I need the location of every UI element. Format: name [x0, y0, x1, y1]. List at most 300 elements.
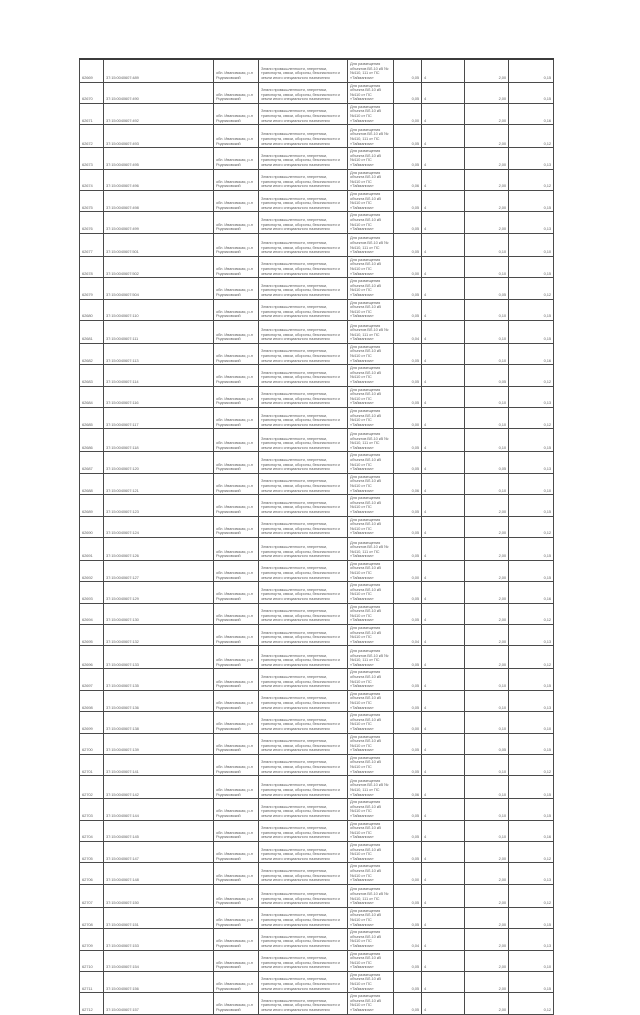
location-cell: обл. Ивановская, р-н Родниковский	[214, 603, 259, 624]
value2-cell: 0,12	[509, 603, 554, 624]
cadastral-number-cell: 37:15:0040607:495	[104, 148, 214, 169]
location-cell: обл. Ивановская, р-н Родниковский	[214, 820, 259, 841]
table-row	[80, 646, 554, 669]
value2-cell: 0,13	[509, 148, 554, 169]
cadastral-number-cell: 37:15:0040607:499	[104, 212, 214, 233]
location-cell: обл. Ивановская, р-н Родниковский	[214, 278, 259, 299]
value1-cell: 0,10	[465, 776, 509, 799]
code-cell: 4	[422, 907, 465, 928]
value2-cell: 0,15	[509, 320, 554, 343]
row-number-cell: 62692	[80, 560, 104, 581]
location-cell: обл. Ивановская, р-н Родниковский	[214, 233, 259, 256]
value2-cell: 0,15	[509, 495, 554, 516]
cadastral-number-cell: 37:15:0040607:150	[104, 884, 214, 907]
cadastral-number-cell: 37:15:0040607:110	[104, 299, 214, 320]
area-cell: 0,00	[394, 712, 422, 733]
permitted-use-cell: Для размещения объекта ВЛ-10 кВ №110 от ПС «Тайманиха»	[348, 993, 394, 1014]
land-category-cell: Земли промышленности, энергетики, транспорта, связи, обороны, безопасности и земли иного специального назначения	[259, 452, 348, 473]
cadastral-number-cell: 37:15:0040607:129	[104, 582, 214, 603]
permitted-use-cell: Для размещения объекта ВЛ-10 кВ №110 от ПС «Тайманиха»	[348, 169, 394, 190]
cadastral-number-cell: 37:15:0040607:144	[104, 799, 214, 820]
table-row	[80, 365, 554, 386]
permitted-use-cell: Для размещения объекта ВЛ-10 кВ №110 от ПС «Тайманиха»	[348, 82, 394, 103]
location-cell: обл. Ивановская, р-н Родниковский	[214, 408, 259, 429]
area-cell: 0,05	[394, 233, 422, 256]
value1-cell: 0,10	[465, 343, 509, 364]
code-cell: 4	[422, 884, 465, 907]
land-category-cell: Земли промышленности, энергетики, транспорта, связи, обороны, безопасности и земли иного специального назначения	[259, 776, 348, 799]
code-cell: 4	[422, 754, 465, 775]
row-number-cell: 62684	[80, 386, 104, 407]
value2-cell: 0,12	[509, 516, 554, 537]
location-cell: обл. Ивановская, р-н Родниковский	[214, 125, 259, 148]
table-row	[80, 473, 554, 494]
value2-cell: 0,15	[509, 299, 554, 320]
location-cell: обл. Ивановская, р-н Родниковский	[214, 212, 259, 233]
value2-cell: 0,13	[509, 625, 554, 646]
code-cell: 4	[422, 669, 465, 690]
table-row	[80, 343, 554, 364]
permitted-use-cell: Для размещения объекта ВЛ-10 кВ №110 от ПС «Тайманиха»	[348, 820, 394, 841]
value1-cell: 0,05	[465, 365, 509, 386]
permitted-use-cell: Для размещения объекта ВЛ-10 кВ №110 от ПС «Тайманиха»	[348, 191, 394, 212]
land-category-cell: Земли промышленности, энергетики, транспорта, связи, обороны, безопасности и земли иного специального назначения	[259, 603, 348, 624]
value2-cell: 0,13	[509, 863, 554, 884]
value2-cell: 0,13	[509, 929, 554, 950]
table-row	[80, 495, 554, 516]
location-cell: обл. Ивановская, р-н Родниковский	[214, 884, 259, 907]
row-number-cell: 62676	[80, 212, 104, 233]
area-cell: 0,05	[394, 733, 422, 754]
table-row	[80, 212, 554, 233]
value1-cell: 0,05	[465, 733, 509, 754]
value2-cell: 0,15	[509, 429, 554, 452]
row-number-cell: 62699	[80, 712, 104, 733]
value2-cell: 0,13	[509, 690, 554, 711]
cadastral-number-cell: 37:15:0040607:492	[104, 103, 214, 124]
cadastral-number-cell: 37:15:0040607:123	[104, 495, 214, 516]
table-row	[80, 59, 554, 82]
value2-cell: 0,16	[509, 343, 554, 364]
value2-cell: 0,12	[509, 278, 554, 299]
row-number-cell: 62677	[80, 233, 104, 256]
code-cell: 4	[422, 148, 465, 169]
code-cell: 4	[422, 212, 465, 233]
row-number-cell: 62674	[80, 169, 104, 190]
permitted-use-cell: Для размещения объектов ВЛ-10 кВ №№110, 111 от ПС «Тайманиха»	[348, 646, 394, 669]
location-cell: обл. Ивановская, р-н Родниковский	[214, 754, 259, 775]
cadastral-number-cell: 37:15:0040607:138	[104, 712, 214, 733]
land-category-cell: Земли промышленности, энергетики, транспорта, связи, обороны, безопасности и земли иного специального назначения	[259, 103, 348, 124]
table-row	[80, 733, 554, 754]
value1-cell: 2,00	[465, 971, 509, 992]
table-row	[80, 560, 554, 581]
land-category-cell: Земли промышленности, энергетики, транспорта, связи, обороны, безопасности и земли иного специального назначения	[259, 386, 348, 407]
value1-cell: 2,00	[465, 148, 509, 169]
value2-cell: 0,13	[509, 212, 554, 233]
table-row	[80, 125, 554, 148]
land-category-cell: Земли промышленности, энергетики, транспорта, связи, обороны, безопасности и земли иного специального назначения	[259, 169, 348, 190]
row-number-cell: 62701	[80, 754, 104, 775]
value1-cell: 2,00	[465, 212, 509, 233]
value2-cell: 0,15	[509, 776, 554, 799]
location-cell: обл. Ивановская, р-н Родниковский	[214, 429, 259, 452]
area-cell: 0,04	[394, 320, 422, 343]
permitted-use-cell: Для размещения объекта ВЛ-10 кВ №110 от ПС «Тайманиха»	[348, 299, 394, 320]
area-cell: 0,05	[394, 971, 422, 992]
table-row	[80, 799, 554, 820]
value2-cell: 0,15	[509, 59, 554, 82]
cadastral-number-cell: 37:15:0040607:153	[104, 929, 214, 950]
area-cell: 0,06	[394, 776, 422, 799]
permitted-use-cell: Для размещения объектов ВЛ-10 кВ №№110, 111 от ПС «Тайманиха»	[348, 884, 394, 907]
cadastral-number-cell: 37:15:0040607:493	[104, 125, 214, 148]
permitted-use-cell: Для размещения объектов ВЛ-10 кВ №№110, 111 от ПС «Тайманиха»	[348, 125, 394, 148]
permitted-use-cell: Для размещения объекта ВЛ-10 кВ №110 от ПС «Тайманиха»	[348, 256, 394, 277]
land-category-cell: Земли промышленности, энергетики, транспорта, связи, обороны, безопасности и земли иного специального назначения	[259, 754, 348, 775]
land-category-cell: Земли промышленности, энергетики, транспорта, связи, обороны, безопасности и земли иного специального назначения	[259, 820, 348, 841]
land-category-cell: Земли промышленности, энергетики, транспорта, связи, обороны, безопасности и земли иного специального назначения	[259, 863, 348, 884]
value1-cell: 2,00	[465, 191, 509, 212]
permitted-use-cell: Для размещения объекта ВЛ-10 кВ №110 от ПС «Тайманиха»	[348, 103, 394, 124]
permitted-use-cell: Для размещения объекта ВЛ-10 кВ №110 от ПС «Тайманиха»	[348, 473, 394, 494]
code-cell: 4	[422, 560, 465, 581]
row-number-cell: 62672	[80, 125, 104, 148]
cadastral-number-cell: 37:15:0040607:126	[104, 537, 214, 560]
area-cell: 0,04	[394, 929, 422, 950]
row-number-cell: 62685	[80, 408, 104, 429]
location-cell: обл. Ивановская, р-н Родниковский	[214, 59, 259, 82]
cadastral-number-cell: 37:15:0040607:148	[104, 863, 214, 884]
area-cell: 0,05	[394, 343, 422, 364]
table-row	[80, 690, 554, 711]
location-cell: обл. Ивановская, р-н Родниковский	[214, 863, 259, 884]
code-cell: 4	[422, 799, 465, 820]
value1-cell: 2,00	[465, 516, 509, 537]
area-cell: 0,05	[394, 799, 422, 820]
row-number-cell: 62681	[80, 320, 104, 343]
code-cell: 4	[422, 429, 465, 452]
value2-cell: 0,12	[509, 646, 554, 669]
value1-cell: 0,10	[465, 320, 509, 343]
row-number-cell: 62704	[80, 820, 104, 841]
value1-cell: 2,00	[465, 884, 509, 907]
area-cell: 0,05	[394, 495, 422, 516]
value2-cell: 0,15	[509, 82, 554, 103]
table-row	[80, 603, 554, 624]
row-number-cell: 62707	[80, 884, 104, 907]
permitted-use-cell: Для размещения объекта ВЛ-10 кВ №110 от ПС «Тайманиха»	[348, 625, 394, 646]
value1-cell: 0,10	[465, 233, 509, 256]
table-row	[80, 278, 554, 299]
permitted-use-cell: Для размещения объекта ВЛ-10 кВ №110 от ПС «Тайманиха»	[348, 516, 394, 537]
cadastral-number-cell: 37:15:0040607:139	[104, 733, 214, 754]
cadastral-number-cell: 37:15:0040607:116	[104, 386, 214, 407]
table-row	[80, 386, 554, 407]
land-category-cell: Земли промышленности, энергетики, транспорта, связи, обороны, безопасности и земли иного специального назначения	[259, 125, 348, 148]
land-category-cell: Земли промышленности, энергетики, транспорта, связи, обороны, безопасности и земли иного специального назначения	[259, 799, 348, 820]
area-cell: 0,00	[394, 103, 422, 124]
permitted-use-cell: Для размещения объектов ВЛ-10 кВ №№110, 111 от ПС «Тайманиха»	[348, 776, 394, 799]
value1-cell: 0,10	[465, 473, 509, 494]
area-cell: 0,05	[394, 582, 422, 603]
table-row	[80, 884, 554, 907]
row-number-cell: 62689	[80, 495, 104, 516]
area-cell: 0,06	[394, 169, 422, 190]
code-cell: 4	[422, 320, 465, 343]
table-row	[80, 256, 554, 277]
value2-cell: 0,15	[509, 907, 554, 928]
area-cell: 0,00	[394, 863, 422, 884]
cadastral-number-cell: 37:15:0040607:135	[104, 669, 214, 690]
code-cell: 4	[422, 733, 465, 754]
table-row	[80, 907, 554, 928]
location-cell: обл. Ивановская, р-н Родниковский	[214, 256, 259, 277]
row-number-cell: 62686	[80, 429, 104, 452]
row-number-cell: 62675	[80, 191, 104, 212]
permitted-use-cell: Для размещения объекта ВЛ-10 кВ №110 от ПС «Тайманиха»	[348, 669, 394, 690]
value2-cell: 0,10	[509, 950, 554, 971]
area-cell: 0,05	[394, 212, 422, 233]
row-number-cell: 62706	[80, 863, 104, 884]
value1-cell: 0,10	[465, 754, 509, 775]
land-category-cell: Земли промышленности, энергетики, транспорта, связи, обороны, безопасности и земли иного специального назначения	[259, 320, 348, 343]
value1-cell: 0,10	[465, 386, 509, 407]
code-cell: 4	[422, 256, 465, 277]
area-cell: 0,05	[394, 148, 422, 169]
value2-cell: 0,10	[509, 233, 554, 256]
location-cell: обл. Ивановская, р-н Родниковский	[214, 907, 259, 928]
value2-cell: 0,15	[509, 537, 554, 560]
value2-cell: 0,15	[509, 560, 554, 581]
area-cell: 0,00	[394, 408, 422, 429]
table-row	[80, 950, 554, 971]
area-cell: 0,05	[394, 842, 422, 863]
table-row	[80, 452, 554, 473]
permitted-use-cell: Для размещения объекта ВЛ-10 кВ №110 от ПС «Тайманиха»	[348, 582, 394, 603]
row-number-cell: 62710	[80, 950, 104, 971]
area-cell: 0,05	[394, 386, 422, 407]
land-category-cell: Земли промышленности, энергетики, транспорта, связи, обороны, безопасности и земли иного специального назначения	[259, 907, 348, 928]
cadastral-number-cell: 37:15:0040607:133	[104, 646, 214, 669]
land-category-cell: Земли промышленности, энергетики, транспорта, связи, обороны, безопасности и земли иного специального назначения	[259, 537, 348, 560]
land-category-cell: Земли промышленности, энергетики, транспорта, связи, обороны, безопасности и земли иного специального назначения	[259, 233, 348, 256]
code-cell: 4	[422, 842, 465, 863]
row-number-cell: 62708	[80, 907, 104, 928]
table-row	[80, 103, 554, 124]
permitted-use-cell: Для размещения объекта ВЛ-10 кВ №110 от ПС «Тайманиха»	[348, 971, 394, 992]
row-number-cell: 62679	[80, 278, 104, 299]
value2-cell: 0,15	[509, 799, 554, 820]
location-cell: обл. Ивановская, р-н Родниковский	[214, 473, 259, 494]
land-category-cell: Земли промышленности, энергетики, транспорта, связи, обороны, безопасности и земли иного специального назначения	[259, 929, 348, 950]
permitted-use-cell: Для размещения объекта ВЛ-10 кВ №110 от ПС «Тайманиха»	[348, 733, 394, 754]
table-row	[80, 299, 554, 320]
code-cell: 4	[422, 603, 465, 624]
permitted-use-cell: Для размещения объекта ВЛ-10 кВ №110 от ПС «Тайманиха»	[348, 712, 394, 733]
location-cell: обл. Ивановская, р-н Родниковский	[214, 582, 259, 603]
table-row	[80, 169, 554, 190]
value1-cell: 2,00	[465, 125, 509, 148]
value2-cell: 0,15	[509, 256, 554, 277]
code-cell: 4	[422, 950, 465, 971]
row-number-cell: 62670	[80, 82, 104, 103]
permitted-use-cell: Для размещения объектов ВЛ-10 кВ №№110, 111 от ПС «Тайманиха»	[348, 429, 394, 452]
row-number-cell: 62680	[80, 299, 104, 320]
permitted-use-cell: Для размещения объекта ВЛ-10 кВ №110 от ПС «Тайманиха»	[348, 452, 394, 473]
cadastral-number-cell: 37:15:0040607:502	[104, 256, 214, 277]
cadastral-number-cell: 37:15:0040607:147	[104, 842, 214, 863]
permitted-use-cell: Для размещения объекта ВЛ-10 кВ №110 от ПС «Тайманиха»	[348, 386, 394, 407]
location-cell: обл. Ивановская, р-н Родниковский	[214, 299, 259, 320]
code-cell: 4	[422, 993, 465, 1014]
permitted-use-cell: Для размещения объекта ВЛ-10 кВ №110 от ПС «Тайманиха»	[348, 603, 394, 624]
cadastral-number-cell: 37:15:0040607:120	[104, 452, 214, 473]
value1-cell: 2,00	[465, 625, 509, 646]
area-cell: 0,05	[394, 950, 422, 971]
value1-cell: 2,00	[465, 603, 509, 624]
area-cell: 0,05	[394, 884, 422, 907]
permitted-use-cell: Для размещения объекта ВЛ-10 кВ №110 от ПС «Тайманиха»	[348, 408, 394, 429]
code-cell: 4	[422, 191, 465, 212]
row-number-cell: 62696	[80, 646, 104, 669]
value2-cell: 0,15	[509, 669, 554, 690]
table-row	[80, 625, 554, 646]
value2-cell: 0,12	[509, 754, 554, 775]
cadastral-number-cell: 37:15:0040607:130	[104, 603, 214, 624]
cadastral-number-cell: 37:15:0040607:136	[104, 690, 214, 711]
land-category-cell: Земли промышленности, энергетики, транспорта, связи, обороны, безопасности и земли иного специального назначения	[259, 646, 348, 669]
value2-cell: 0,12	[509, 408, 554, 429]
code-cell: 4	[422, 125, 465, 148]
cadastral-number-cell: 37:15:0040607:114	[104, 365, 214, 386]
table-row	[80, 776, 554, 799]
cadastral-number-cell: 37:15:0040607:501	[104, 233, 214, 256]
cadastral-number-cell: 37:15:0040607:132	[104, 625, 214, 646]
table-row	[80, 669, 554, 690]
table-row	[80, 842, 554, 863]
land-category-cell: Земли промышленности, энергетики, транспорта, связи, обороны, безопасности и земли иного специального назначения	[259, 191, 348, 212]
row-number-cell: 62669	[80, 59, 104, 82]
code-cell: 4	[422, 495, 465, 516]
value1-cell: 2,00	[465, 993, 509, 1014]
code-cell: 4	[422, 82, 465, 103]
location-cell: обл. Ивановская, р-н Родниковский	[214, 495, 259, 516]
permitted-use-cell: Для размещения объекта ВЛ-10 кВ №110 от ПС «Тайманиха»	[348, 343, 394, 364]
land-category-cell: Земли промышленности, энергетики, транспорта, связи, обороны, безопасности и земли иного специального назначения	[259, 343, 348, 364]
row-number-cell: 62700	[80, 733, 104, 754]
area-cell: 0,05	[394, 365, 422, 386]
row-number-cell: 62683	[80, 365, 104, 386]
permitted-use-cell: Для размещения объектов ВЛ-10 кВ №№110, 111 от ПС «Тайманиха»	[348, 537, 394, 560]
permitted-use-cell: Для размещения объектов ВЛ-10 кВ №№110, 111 от ПС «Тайманиха»	[348, 233, 394, 256]
land-category-cell: Земли промышленности, энергетики, транспорта, связи, обороны, безопасности и земли иного специального назначения	[259, 148, 348, 169]
row-number-cell: 62712	[80, 993, 104, 1014]
value2-cell: 0,15	[509, 191, 554, 212]
cadastral-number-cell: 37:15:0040607:142	[104, 776, 214, 799]
land-category-cell: Земли промышленности, энергетики, транспорта, связи, обороны, безопасности и земли иного специального назначения	[259, 733, 348, 754]
code-cell: 4	[422, 776, 465, 799]
permitted-use-cell: Для размещения объекта ВЛ-10 кВ №110 от ПС «Тайманиха»	[348, 950, 394, 971]
value1-cell: 0,05	[465, 452, 509, 473]
area-cell: 0,05	[394, 820, 422, 841]
row-number-cell: 62711	[80, 971, 104, 992]
land-category-cell: Земли промышленности, энергетики, транспорта, связи, обороны, безопасности и земли иного специального назначения	[259, 516, 348, 537]
code-cell: 4	[422, 712, 465, 733]
area-cell: 0,00	[394, 560, 422, 581]
cadastral-number-cell: 37:15:0040607:489	[104, 59, 214, 82]
table-row	[80, 929, 554, 950]
location-cell: обл. Ивановская, р-н Родниковский	[214, 365, 259, 386]
location-cell: обл. Ивановская, р-н Родниковский	[214, 690, 259, 711]
value1-cell: 2,00	[465, 169, 509, 190]
value1-cell: 0,10	[465, 690, 509, 711]
land-category-cell: Земли промышленности, энергетики, транспорта, связи, обороны, безопасности и земли иного специального назначения	[259, 582, 348, 603]
permitted-use-cell: Для размещения объектов ВЛ-10 кВ №№110, 111 от ПС «Тайманиха»	[348, 59, 394, 82]
permitted-use-cell: Для размещения объекта ВЛ-10 кВ №110 от ПС «Тайманиха»	[348, 560, 394, 581]
value1-cell: 2,00	[465, 907, 509, 928]
location-cell: обл. Ивановская, р-н Родниковский	[214, 103, 259, 124]
land-category-cell: Земли промышленности, энергетики, транспорта, связи, обороны, безопасности и земли иного специального назначения	[259, 950, 348, 971]
value1-cell: 2,00	[465, 59, 509, 82]
value1-cell: 0,10	[465, 712, 509, 733]
permitted-use-cell: Для размещения объекта ВЛ-10 кВ №110 от ПС «Тайманиха»	[348, 495, 394, 516]
land-category-cell: Земли промышленности, энергетики, транспорта, связи, обороны, безопасности и земли иного специального назначения	[259, 299, 348, 320]
location-cell: обл. Ивановская, р-н Родниковский	[214, 82, 259, 103]
land-category-cell: Земли промышленности, энергетики, транспорта, связи, обороны, безопасности и земли иного специального назначения	[259, 212, 348, 233]
row-number-cell: 62695	[80, 625, 104, 646]
location-cell: обл. Ивановская, р-н Родниковский	[214, 842, 259, 863]
cadastral-number-cell: 37:15:0040607:145	[104, 820, 214, 841]
value1-cell: 0,10	[465, 256, 509, 277]
location-cell: обл. Ивановская, р-н Родниковский	[214, 625, 259, 646]
table-row	[80, 582, 554, 603]
code-cell: 4	[422, 365, 465, 386]
cadastral-number-cell: 37:15:0040607:156	[104, 971, 214, 992]
cadastral-number-cell: 37:15:0040607:141	[104, 754, 214, 775]
area-cell: 0,04	[394, 625, 422, 646]
permitted-use-cell: Для размещения объектов ВЛ-10 кВ №№110, 111 от ПС «Тайманиха»	[348, 320, 394, 343]
value1-cell: 2,00	[465, 560, 509, 581]
location-cell: обл. Ивановская, р-н Родниковский	[214, 537, 259, 560]
land-parcels-table	[79, 58, 554, 1015]
location-cell: обл. Ивановская, р-н Родниковский	[214, 516, 259, 537]
area-cell: 0,06	[394, 473, 422, 494]
table-row	[80, 191, 554, 212]
value1-cell: 0,10	[465, 429, 509, 452]
permitted-use-cell: Для размещения объекта ВЛ-10 кВ №110 от ПС «Тайманиха»	[348, 690, 394, 711]
location-cell: обл. Ивановская, р-н Родниковский	[214, 148, 259, 169]
value2-cell: 0,12	[509, 884, 554, 907]
land-category-cell: Земли промышленности, энергетики, транспорта, связи, обороны, безопасности и земли иного специального назначения	[259, 408, 348, 429]
area-cell: 0,05	[394, 59, 422, 82]
row-number-cell: 62688	[80, 473, 104, 494]
land-category-cell: Земли промышленности, энергетики, транспорта, связи, обороны, безопасности и земли иного специального назначения	[259, 625, 348, 646]
value2-cell: 0,16	[509, 582, 554, 603]
land-category-cell: Земли промышленности, энергетики, транспорта, связи, обороны, безопасности и земли иного специального назначения	[259, 993, 348, 1014]
code-cell: 4	[422, 59, 465, 82]
value2-cell: 0,12	[509, 993, 554, 1014]
value2-cell: 0,16	[509, 820, 554, 841]
permitted-use-cell: Для размещения объекта ВЛ-10 кВ №110 от ПС «Тайманиха»	[348, 907, 394, 928]
code-cell: 4	[422, 452, 465, 473]
cadastral-number-cell: 37:15:0040607:151	[104, 907, 214, 928]
area-cell: 0,00	[394, 256, 422, 277]
table-row	[80, 429, 554, 452]
value1-cell: 0,10	[465, 408, 509, 429]
value1-cell: 2,00	[465, 537, 509, 560]
land-category-cell: Земли промышленности, энергетики, транспорта, связи, обороны, безопасности и земли иного специального назначения	[259, 560, 348, 581]
